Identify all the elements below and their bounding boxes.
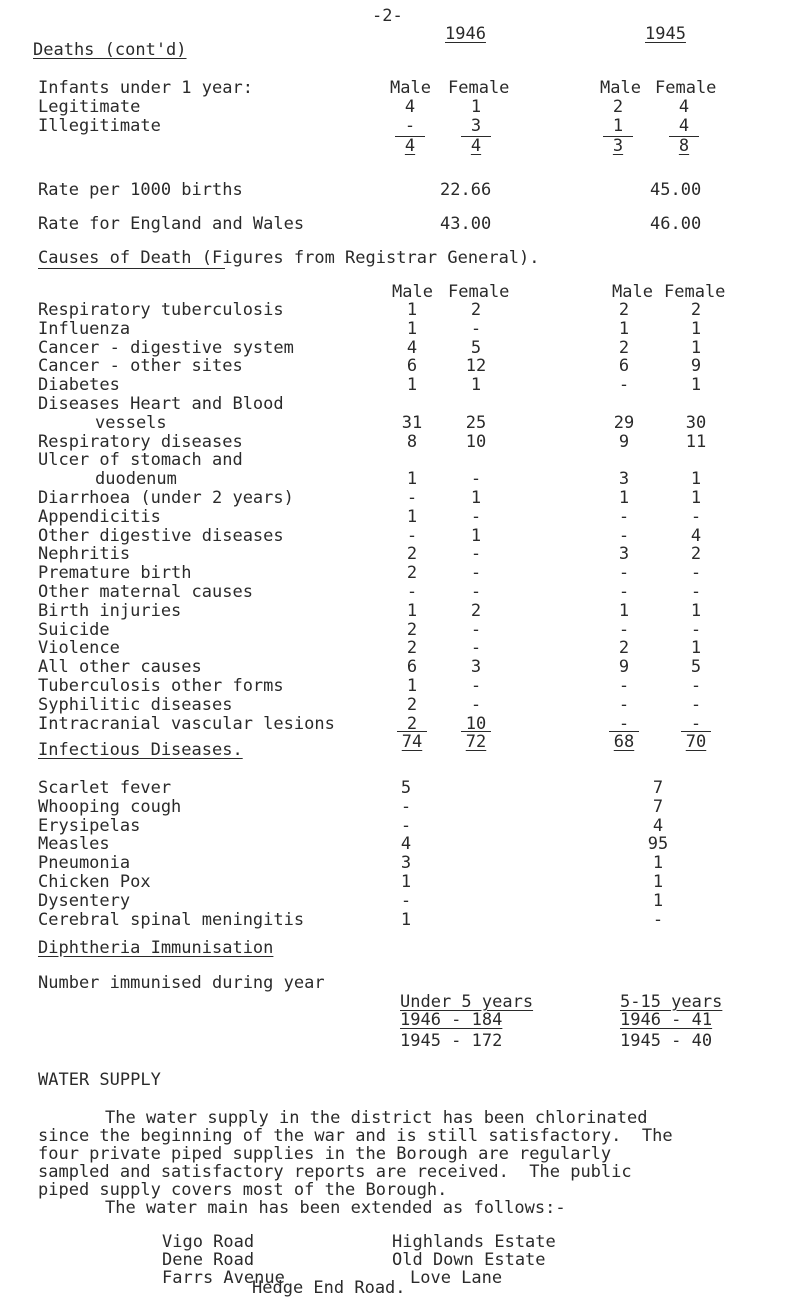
cause-label: Cancer - other sites <box>38 356 243 377</box>
diphtheria-cell: 1946 - 184 <box>400 1010 503 1030</box>
diphtheria-cell: 1945 - 172 <box>400 1031 503 1051</box>
infectious-cell: 1 <box>652 853 664 874</box>
cause-cell: 1 <box>406 318 418 339</box>
infectious-cell: 1 <box>400 909 412 930</box>
cause-label: Premature birth <box>38 563 192 584</box>
infants-col-male-1945: Male <box>600 78 641 98</box>
cause-cell: 1 <box>406 600 418 621</box>
cause-label: Nephritis <box>38 544 131 565</box>
infectious-cell: 1 <box>400 872 412 892</box>
infants-row-label: Illegitimate <box>38 116 161 136</box>
cause-cell: 2 <box>470 600 482 621</box>
cause-total: 70 <box>685 732 707 753</box>
diphtheria-col-under5: Under 5 years <box>400 992 534 1012</box>
cause-cell: - <box>470 506 482 527</box>
cause-cell: 1 <box>690 375 702 396</box>
cause-cell: - <box>618 563 630 584</box>
causes-col-male-1945: Male <box>612 282 653 302</box>
infectious-label: Whooping cough <box>38 796 182 817</box>
cause-cell: - <box>406 525 418 546</box>
cause-cell: - <box>618 713 630 734</box>
cause-cell: - <box>470 676 482 696</box>
cause-cell: 1 <box>406 506 418 527</box>
cause-cell: 4 <box>690 525 702 546</box>
cause-cell: - <box>690 676 702 696</box>
cause-cell: 1 <box>690 600 702 621</box>
cause-label: Violence <box>38 638 120 659</box>
water-para-line: since the beginning of the war and is still satisfactory. The <box>38 1126 673 1146</box>
cause-cell: - <box>618 506 630 527</box>
cause-cell: 30 <box>685 412 707 433</box>
causes-col-female-1945: Female <box>664 282 726 302</box>
cause-label: Diabetes <box>38 375 120 396</box>
cause-label: vessels <box>95 412 167 433</box>
cause-label: Other maternal causes <box>38 582 253 602</box>
cause-cell: - <box>406 488 418 508</box>
infants-col-female-1946: Female <box>448 78 510 98</box>
water-para-line: four private piped supplies in the Borough are regularly <box>38 1144 612 1164</box>
cause-cell: 10 <box>465 431 487 452</box>
infectious-cell: 7 <box>652 778 664 798</box>
cause-cell: 2 <box>406 619 418 640</box>
infants-cell: 4 <box>404 97 416 117</box>
cause-label: Birth injuries <box>38 600 182 621</box>
cause-cell: 1 <box>690 337 702 358</box>
infectious-cell: 95 <box>647 834 669 855</box>
diphtheria-cell: 1946 - 41 <box>620 1010 713 1030</box>
cause-cell: 6 <box>618 356 630 377</box>
cause-cell: 1 <box>470 488 482 508</box>
infectious-label: Erysipelas <box>38 815 141 836</box>
infants-col-female-1945: Female <box>655 78 717 98</box>
cause-cell: 1 <box>690 488 702 508</box>
infectious-label: Measles <box>38 834 110 855</box>
cause-cell: 2 <box>690 300 702 320</box>
cause-cell: - <box>690 563 702 584</box>
cause-cell: - <box>618 694 630 715</box>
diphtheria-heading: Diphtheria Immunisation <box>38 938 274 958</box>
cause-cell: 1 <box>470 375 482 396</box>
cause-cell: 9 <box>690 356 702 377</box>
cause-cell: 4 <box>406 337 418 358</box>
cause-cell: 2 <box>690 544 702 565</box>
cause-label: Diseases Heart and Blood <box>38 394 284 414</box>
cause-cell: 29 <box>613 412 635 433</box>
cause-cell: 10 <box>465 713 487 734</box>
infectious-label: Chicken Pox <box>38 872 151 892</box>
cause-cell: 1 <box>406 469 418 490</box>
infectious-cell: - <box>652 909 664 930</box>
year-header-1946: 1946 <box>445 24 486 44</box>
cause-cell: - <box>470 469 482 490</box>
water-para-line: piped supply covers most of the Borough. <box>38 1180 448 1200</box>
cause-cell: 2 <box>470 300 482 320</box>
cause-label: Respiratory tuberculosis <box>38 300 284 320</box>
cause-cell: 1 <box>406 300 418 320</box>
page-number: -2- <box>372 6 403 26</box>
infants-total: 4 <box>470 136 482 156</box>
rate-label: Rate for England and Wales <box>38 214 305 234</box>
cause-cell: 1 <box>406 676 418 696</box>
infants-total: 8 <box>678 136 690 156</box>
infants-total: 3 <box>612 136 624 156</box>
cause-cell: - <box>690 694 702 715</box>
cause-cell: 9 <box>618 431 630 452</box>
cause-cell: - <box>470 619 482 640</box>
infectious-cell: - <box>400 796 412 817</box>
cause-label: All other causes <box>38 657 202 678</box>
infants-cell: 3 <box>470 116 482 136</box>
causes-heading: Causes of Death (Figures from Registrar General). <box>38 248 540 268</box>
road-item: Hedge End Road. <box>252 1278 406 1298</box>
cause-cell: 31 <box>401 412 423 433</box>
cause-cell: 1 <box>690 638 702 659</box>
cause-cell: 1 <box>618 318 630 339</box>
causes-col-female-1946: Female <box>448 282 510 302</box>
cause-cell: 2 <box>618 300 630 320</box>
cause-cell: 12 <box>465 356 487 377</box>
infectious-heading: Infectious Diseases. <box>38 740 243 760</box>
cause-label: Appendicitis <box>38 506 161 527</box>
cause-cell: - <box>618 619 630 640</box>
cause-cell: 5 <box>470 337 482 358</box>
cause-cell: 6 <box>406 657 418 678</box>
infants-cell: 4 <box>678 116 690 136</box>
cause-total: 68 <box>613 732 635 753</box>
cause-label: Other digestive diseases <box>38 525 284 546</box>
infectious-cell: 7 <box>652 796 664 817</box>
diphtheria-col-5to15: 5-15 years <box>620 992 723 1012</box>
road-item: Dene Road <box>162 1250 255 1270</box>
infectious-cell: 3 <box>400 853 412 874</box>
cause-label: Suicide <box>38 619 110 640</box>
infectious-label: Pneumonia <box>38 853 131 874</box>
road-item: Farrs Avenue <box>162 1268 285 1288</box>
cause-label: Intracranial vascular lesions <box>38 713 335 734</box>
infants-cell: 1 <box>612 116 624 136</box>
infectious-cell: - <box>400 890 412 911</box>
cause-total: 74 <box>401 732 423 753</box>
road-item: Love Lane <box>410 1268 503 1288</box>
cause-label: Tuberculosis other forms <box>38 676 284 696</box>
infectious-cell: 4 <box>652 815 664 836</box>
cause-cell: 2 <box>406 544 418 565</box>
infectious-cell: 5 <box>400 778 412 798</box>
infectious-label: Dysentery <box>38 890 131 911</box>
cause-cell: 1 <box>618 488 630 508</box>
cause-cell: 1 <box>470 525 482 546</box>
infants-cell: - <box>404 116 416 136</box>
cause-cell: - <box>618 375 630 396</box>
infants-col-male-1946: Male <box>390 78 431 98</box>
causes-col-male-1946: Male <box>392 282 433 302</box>
infants-cell: 1 <box>470 97 482 117</box>
cause-cell: 3 <box>470 657 482 678</box>
road-item: Old Down Estate <box>392 1250 546 1270</box>
cause-label: Respiratory diseases <box>38 431 243 452</box>
cause-cell: 2 <box>618 638 630 659</box>
road-item: Highlands Estate <box>392 1232 556 1252</box>
cause-cell: 1 <box>690 318 702 339</box>
water-para2: The water main has been extended as follows:- <box>105 1198 566 1218</box>
infants-total: 4 <box>404 136 416 156</box>
cause-label: Ulcer of stomach and <box>38 450 243 471</box>
cause-cell: 1 <box>406 375 418 396</box>
infectious-cell: 1 <box>652 890 664 911</box>
cause-label: duodenum <box>95 469 177 490</box>
road-item: Vigo Road <box>162 1232 255 1252</box>
water-para-line: The water supply in the district has been chlorinated <box>105 1108 648 1128</box>
infectious-label: Scarlet fever <box>38 778 172 798</box>
diphtheria-cell: 1945 - 40 <box>620 1031 713 1051</box>
cause-label: Diarrhoea (under 2 years) <box>38 488 294 508</box>
rate-value-1946: 22.66 <box>440 180 492 200</box>
infectious-cell: 4 <box>400 834 412 855</box>
section-title: Deaths (cont'd) <box>33 40 187 60</box>
cause-cell: 2 <box>406 638 418 659</box>
cause-total: 72 <box>465 732 487 753</box>
infants-cell: 4 <box>678 97 690 117</box>
cause-cell: 2 <box>406 694 418 715</box>
cause-cell: 9 <box>618 657 630 678</box>
rate-value-1946: 43.00 <box>440 214 492 234</box>
cause-label: Influenza <box>38 318 131 339</box>
cause-cell: 8 <box>406 431 418 452</box>
cause-cell: - <box>470 318 482 339</box>
year-header-1945: 1945 <box>645 24 686 44</box>
cause-cell: 3 <box>618 544 630 565</box>
rate-label: Rate per 1000 births <box>38 180 243 200</box>
diphtheria-intro: Number immunised during year <box>38 973 325 993</box>
infants-cell: 2 <box>612 97 624 117</box>
cause-cell: 1 <box>618 600 630 621</box>
cause-label: Cancer - digestive system <box>38 337 294 358</box>
cause-cell: - <box>690 713 702 734</box>
cause-cell: - <box>470 563 482 584</box>
infants-row-label: Legitimate <box>38 97 141 117</box>
cause-cell: 2 <box>618 337 630 358</box>
cause-cell: - <box>470 544 482 565</box>
cause-cell: - <box>470 638 482 659</box>
cause-cell: 2 <box>406 713 418 734</box>
infectious-cell: 1 <box>652 872 664 892</box>
cause-cell: - <box>470 582 482 602</box>
cause-cell: 11 <box>685 431 707 452</box>
cause-label: Syphilitic diseases <box>38 694 233 715</box>
rate-value-1945: 46.00 <box>650 214 702 234</box>
infants-label: Infants under 1 year: <box>38 78 253 98</box>
cause-cell: 2 <box>406 563 418 584</box>
infectious-cell: - <box>400 815 412 836</box>
cause-cell: - <box>690 506 702 527</box>
cause-cell: - <box>406 582 418 602</box>
cause-cell: - <box>470 694 482 715</box>
cause-cell: 5 <box>690 657 702 678</box>
cause-cell: 6 <box>406 356 418 377</box>
water-heading: WATER SUPPLY <box>38 1070 161 1090</box>
cause-cell: - <box>618 582 630 602</box>
water-para-line: sampled and satisfactory reports are received. The public <box>38 1162 632 1182</box>
rate-value-1945: 45.00 <box>650 180 702 200</box>
infectious-label: Cerebral spinal meningitis <box>38 909 305 930</box>
cause-cell: - <box>690 582 702 602</box>
cause-cell: 3 <box>618 469 630 490</box>
cause-cell: - <box>618 676 630 696</box>
causes-heading-underline <box>38 268 225 269</box>
cause-cell: - <box>690 619 702 640</box>
cause-cell: 1 <box>690 469 702 490</box>
cause-cell: - <box>618 525 630 546</box>
cause-cell: 25 <box>465 412 487 433</box>
